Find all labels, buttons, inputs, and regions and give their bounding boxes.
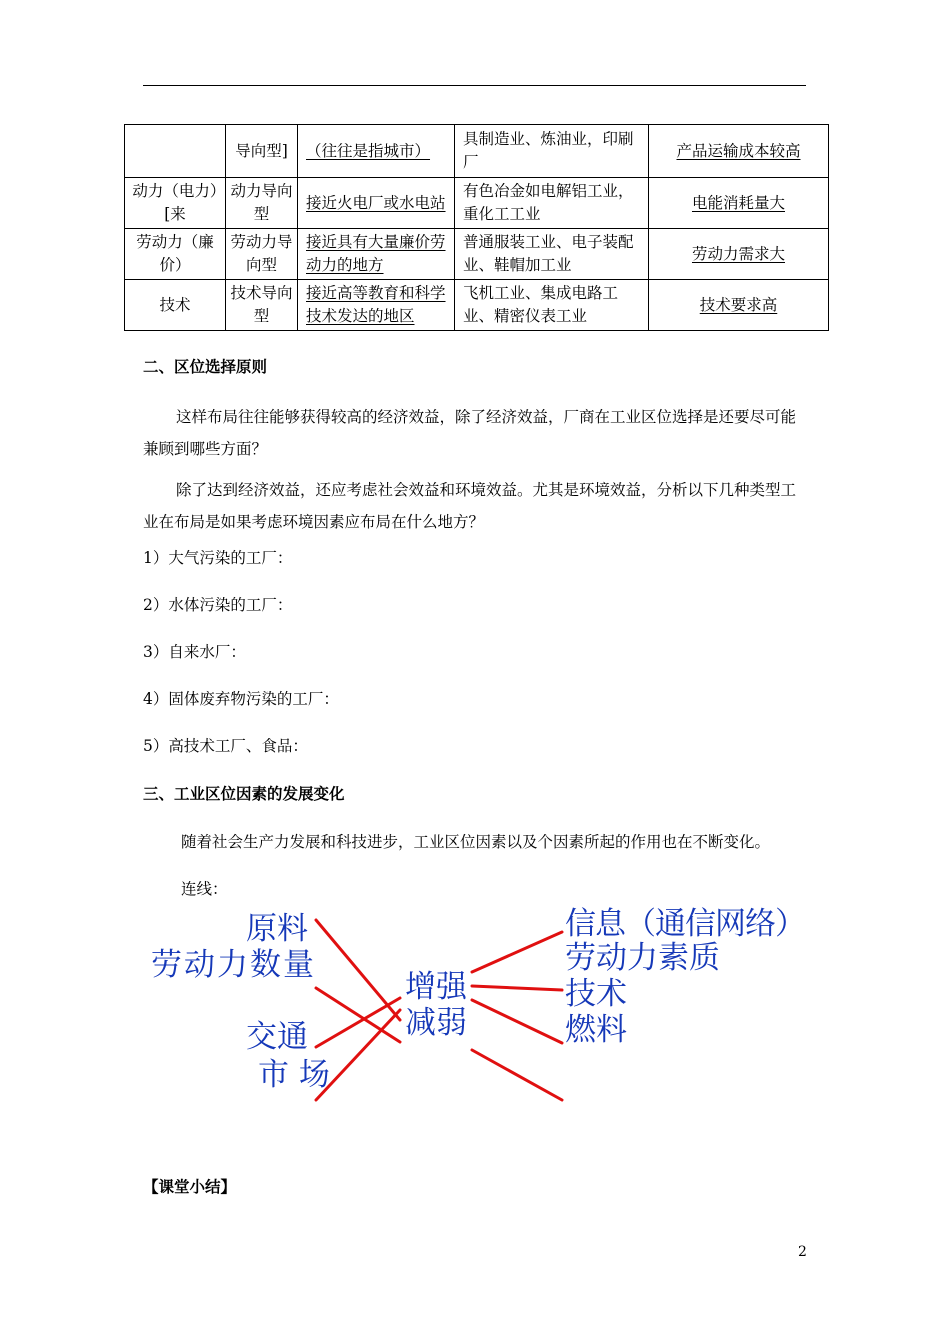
industries-cell: 有色冶金如电解铝工业，重化工工业: [455, 178, 649, 229]
connection-line: [472, 932, 562, 972]
diagram-middle-item: 增强: [405, 969, 467, 1005]
reason-cell: [649, 229, 829, 280]
section-2-heading: 二、区位选择原则: [143, 357, 268, 376]
reason-text: 技术要求高: [699, 295, 778, 314]
factor-cell: 技术: [125, 280, 226, 331]
industries-cell: 飞机工业、集成电路工业、精密仪表工业: [455, 280, 649, 331]
industries-cell: 具制造业、炼油业，印刷厂: [455, 125, 649, 178]
diagram-right-item: 信息（通信网络）: [565, 906, 805, 942]
diagram-middle-item: 减弱: [405, 1005, 467, 1041]
connection-line: [316, 988, 400, 1042]
location-text: （往往是指城市）: [306, 141, 431, 160]
reason-text: 电能消耗量大: [691, 193, 785, 212]
table-row: [125, 229, 829, 280]
section-3-heading: 三、工业区位因素的发展变化: [143, 784, 345, 803]
location-factors-table: [124, 124, 829, 331]
list-item: 4）固体废弃物污染的工厂：: [143, 690, 339, 708]
factor-cell: [125, 125, 226, 178]
reason-text: 产品运输成本较高: [676, 141, 801, 160]
location-cell: [298, 229, 455, 280]
connect-label: 连线：: [181, 880, 228, 898]
section-3-paragraph: 随着社会生产力发展和科技进步，工业区位因素以及个因素所起的作用也在不断变化。: [181, 833, 771, 851]
type-cell: 动力导向型: [226, 178, 298, 229]
diagram-left-item: 交通: [246, 1019, 308, 1055]
class-summary-heading: 【课堂小结】: [143, 1177, 237, 1196]
reason-cell: [649, 280, 829, 331]
connection-line: [316, 998, 400, 1047]
section-2-paragraph-2: 除了达到经济效益，还应考虑社会效益和环境效益。尤其是环境效益，分析以下几种类型工业在布局是如果考虑环境因素应布局在什么地方？: [143, 481, 797, 531]
factor-cell: 动力（电力）[来: [125, 178, 226, 229]
location-cell: [298, 280, 455, 331]
table-row: [125, 178, 829, 229]
location-cell: [298, 125, 455, 178]
industries-cell: 普通服装工业、电子装配业、鞋帽加工业: [455, 229, 649, 280]
factor-cell: 劳动力（廉价）: [125, 229, 226, 280]
reason-cell: [649, 178, 829, 229]
page-number: 2: [798, 1244, 807, 1260]
list-item: 3）自来水厂：: [143, 643, 246, 661]
reason-cell: [649, 125, 829, 178]
diagram-right-item: 燃料: [565, 1012, 627, 1048]
type-cell: 劳动力导向型: [226, 229, 298, 280]
connection-line: [472, 986, 562, 990]
diagram-left-item: 市 场: [258, 1057, 330, 1093]
diagram-right-item: 技术: [565, 976, 627, 1012]
table-row: [125, 125, 829, 178]
location-text: 接近具有大量廉价劳动力的地方: [306, 233, 446, 274]
location-text: 接近火电厂或水电站: [306, 193, 446, 212]
location-cell: [298, 178, 455, 229]
header-rule: [143, 85, 806, 86]
diagram-left-item: 原料: [246, 911, 308, 947]
connection-line: [472, 1000, 562, 1043]
list-item: 5）高技术工厂、食品：: [143, 737, 308, 755]
type-text: 导向型]: [235, 141, 288, 160]
list-item: 1）大气污染的工厂：: [143, 549, 293, 567]
diagram-right-item: 劳动力素质: [565, 940, 720, 976]
reason-text: 劳动力需求大: [691, 244, 785, 263]
location-text: 接近高等教育和科学技术发达的地区: [306, 284, 446, 325]
list-item: 2）水体污染的工厂：: [143, 596, 293, 614]
section-2-paragraph-1: 这样布局往往能够获得较高的经济效益，除了经济效益，厂商在工业区位选择是还要尽可能兼顾到哪些方面？: [143, 408, 797, 458]
type-cell: 技术导向型: [226, 280, 298, 331]
connection-line: [316, 920, 400, 1020]
diagram-left-item: 劳动力数量: [151, 947, 316, 983]
type-cell: [226, 125, 298, 178]
connection-line: [472, 1050, 562, 1100]
table-row: [125, 280, 829, 331]
